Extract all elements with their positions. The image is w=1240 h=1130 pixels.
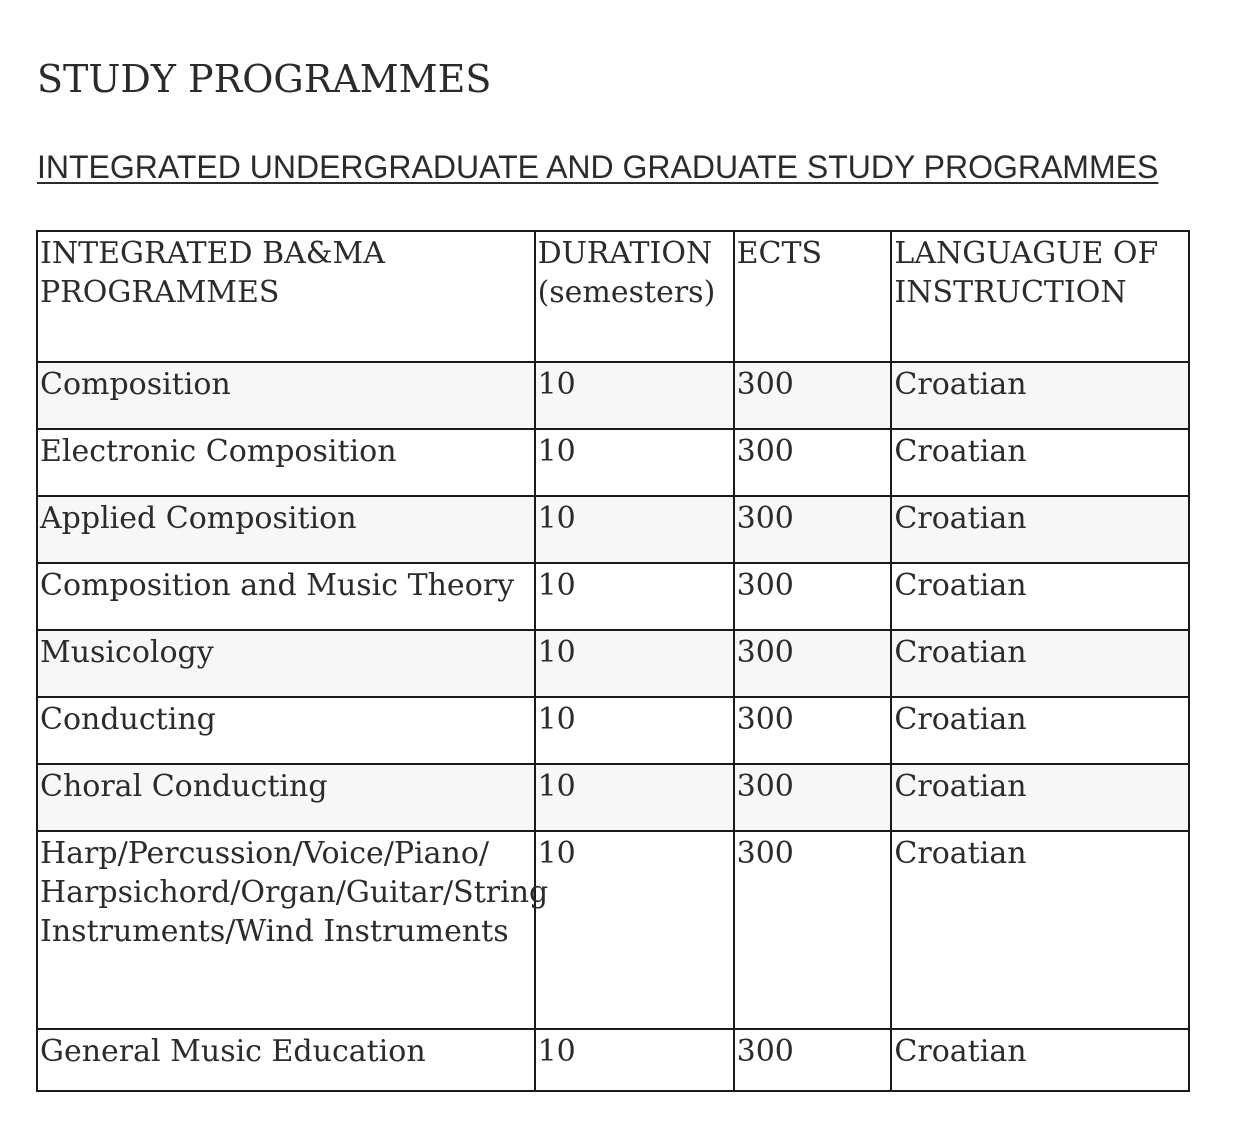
header-programme-line1: INTEGRATED BA&MA — [40, 236, 385, 271]
ects-cell: 300 — [734, 496, 892, 563]
ects-cell: 300 — [734, 831, 892, 1029]
programme-cell: Composition and Music Theory — [37, 563, 535, 630]
programme-line: Harpsichord/Organ/Guitar/String — [40, 875, 549, 910]
programme-line: Harp/Percussion/Voice/Piano/ — [40, 836, 490, 871]
header-ects-line1: ECTS — [736, 236, 823, 271]
header-row — [37, 231, 1189, 362]
duration-cell: 10 — [535, 697, 734, 764]
header-ects — [734, 231, 892, 362]
ects-cell: 300 — [734, 630, 892, 697]
programme-cell: Choral Conducting — [37, 764, 535, 831]
language-cell: Croatian — [891, 496, 1189, 563]
table-row — [37, 764, 1189, 831]
duration-cell: 10 — [535, 429, 734, 496]
header-duration — [535, 231, 734, 362]
language-cell: Croatian — [891, 697, 1189, 764]
table-row — [37, 362, 1189, 429]
header-programme-line2: PROGRAMMES — [40, 275, 280, 310]
duration-cell: 10 — [535, 1029, 734, 1091]
table-row — [37, 429, 1189, 496]
duration-cell: 10 — [535, 831, 734, 1029]
ects-cell: 300 — [734, 764, 892, 831]
programme-cell: Composition — [37, 362, 535, 429]
duration-cell: 10 — [535, 630, 734, 697]
language-cell: Croatian — [891, 563, 1189, 630]
header-programme — [37, 231, 535, 362]
header-language-line1: LANGUAGUE OF — [894, 236, 1159, 271]
table-row — [37, 697, 1189, 764]
duration-cell: 10 — [535, 563, 734, 630]
table-body — [37, 362, 1189, 1091]
ects-cell: 300 — [734, 1029, 892, 1091]
table-row — [37, 831, 1189, 1029]
section-title: INTEGRATED UNDERGRADUATE AND GRADUATE STUDY PROGRAMMES — [37, 149, 1159, 185]
programme-cell: Electronic Composition — [37, 429, 535, 496]
table-header — [37, 231, 1189, 362]
duration-cell: 10 — [535, 496, 734, 563]
duration-cell: 10 — [535, 362, 734, 429]
programme-cell: Musicology — [37, 630, 535, 697]
programme-cell — [37, 831, 549, 1029]
page-title: STUDY PROGRAMMES — [37, 57, 492, 101]
header-duration-line2: (semesters) — [537, 275, 716, 310]
ects-cell: 300 — [734, 362, 892, 429]
language-cell: Croatian — [891, 630, 1189, 697]
ects-cell: 300 — [734, 429, 892, 496]
duration-cell: 10 — [535, 764, 734, 831]
table-row — [37, 496, 1189, 563]
table-row — [37, 1029, 1189, 1091]
table-row — [37, 630, 1189, 697]
table-row — [37, 563, 1189, 630]
header-duration-line1: DURATION — [537, 236, 713, 271]
ects-cell: 300 — [734, 697, 892, 764]
language-cell: Croatian — [891, 362, 1189, 429]
language-cell: Croatian — [891, 764, 1189, 831]
programme-cell: Applied Composition — [37, 496, 535, 563]
header-language-line2: INSTRUCTION — [894, 275, 1127, 310]
language-cell: Croatian — [891, 1029, 1189, 1091]
programme-line: Instruments/Wind Instruments — [40, 914, 509, 949]
programme-cell: General Music Education — [37, 1029, 535, 1091]
programme-cell: Conducting — [37, 697, 535, 764]
language-cell: Croatian — [891, 831, 1189, 1029]
language-cell: Croatian — [891, 429, 1189, 496]
ects-cell: 300 — [734, 563, 892, 630]
header-language — [891, 231, 1189, 362]
programmes-table — [36, 230, 1190, 1092]
